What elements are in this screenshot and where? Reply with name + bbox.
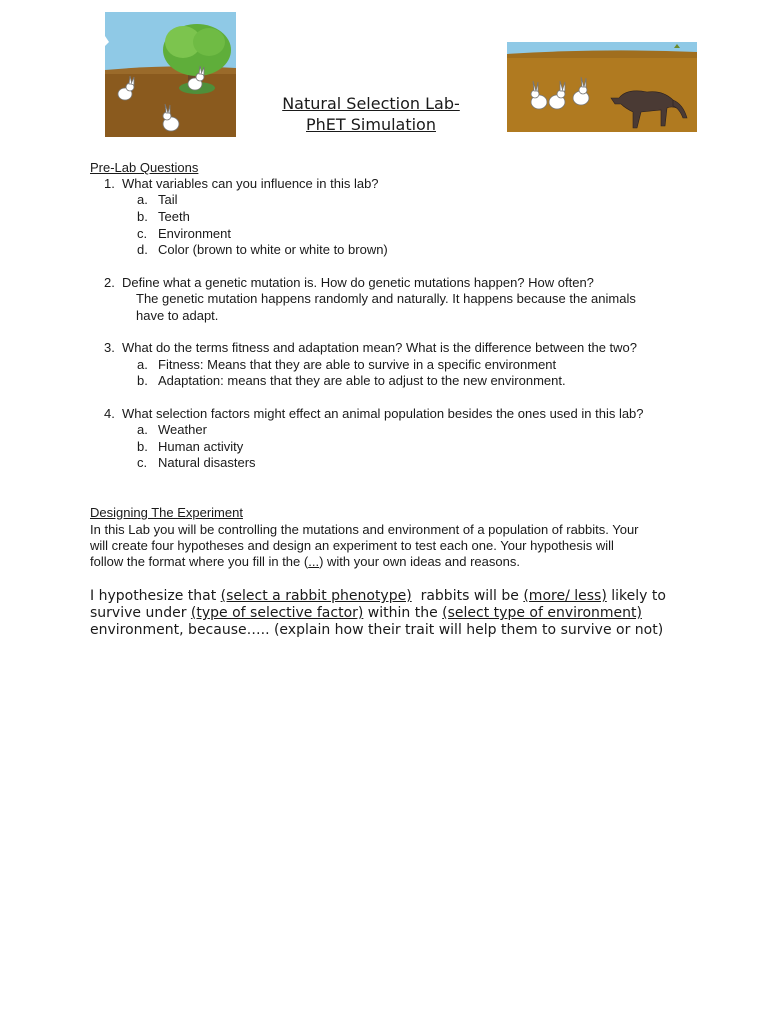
q1-text: What variables can you influence in this lab? [122, 176, 379, 191]
hyp-blank-phenotype: (select a rabbit phenotype) [220, 588, 412, 604]
design-line-2: will create four hypotheses and design an experiment to test each one. Your hypothesis will [90, 538, 614, 553]
design-line-3 [90, 554, 520, 570]
q4-b-marker: b. [137, 439, 148, 454]
q4-text: What selection factors might effect an animal population besides the ones used in this lab? [122, 406, 644, 421]
rabbits-wolf-image [507, 42, 697, 132]
q3-a-marker: a. [137, 357, 148, 372]
hyp-blank-environment: (select type of environment) [442, 605, 642, 621]
q2-number: 2. [104, 275, 115, 290]
hypothesis-line-2 [90, 605, 690, 622]
q3-b-text: Adaptation: means that they are able to adjust to the new environment. [158, 373, 566, 388]
hypothesis-line-3: environment, because….. (explain how their trait will help them to survive or not) [90, 622, 664, 638]
q1-c-text: Environment [158, 226, 231, 241]
rabbits-tree-image [105, 12, 236, 137]
q4-a-marker: a. [137, 422, 148, 437]
q4-a-text: Weather [158, 422, 207, 437]
q1-b-marker: b. [137, 209, 148, 224]
page-title [230, 93, 512, 135]
q4-b-text: Human activity [158, 439, 244, 454]
hyp-text-5: within the [363, 605, 443, 621]
design-heading: Designing The Experiment [90, 505, 243, 520]
design-line-3-end: ) with your own ideas and reasons. [319, 554, 520, 569]
q3-text: What do the terms fitness and adaptation mean? What is the difference between the two? [122, 340, 638, 355]
ellipsis-placeholder: ... [308, 554, 320, 569]
q3-b-marker: b. [137, 373, 148, 388]
hyp-text-4: survive under [90, 605, 191, 621]
q1-c-marker: c. [137, 226, 148, 241]
q4-c-marker: c. [137, 455, 148, 470]
q1-a-text: Tail [158, 192, 178, 207]
hyp-blank-more-less: (more/ less) [523, 588, 607, 604]
q4-number: 4. [104, 406, 115, 421]
q1-d-text: Color (brown to white or white to brown) [158, 242, 388, 257]
q1-number: 1. [104, 176, 115, 191]
title-line-2: PhET Simulation [306, 115, 436, 134]
title-line-1: Natural Selection Lab- [282, 94, 460, 113]
design-line-3-start: follow the format where you fill in the ( [90, 554, 309, 569]
hyp-blank-selective-factor: (type of selective factor) [190, 605, 364, 621]
hypothesis-template [90, 588, 690, 639]
hyp-text-1: I hypothesize that [90, 588, 221, 604]
q1-d-marker: d. [137, 242, 148, 257]
q2-text: Define what a genetic mutation is. How do genetic mutations happen? How often? [122, 275, 594, 290]
hyp-text-3: likely to [606, 588, 666, 604]
q1-a-marker: a. [137, 192, 148, 207]
q4-c-text: Natural disasters [158, 455, 256, 470]
q2-answer-line-1: The genetic mutation happens randomly and naturally. It happens because the animals [136, 291, 636, 306]
q3-a-text: Fitness: Means that they are able to survive in a specific environment [158, 357, 557, 372]
design-line-1: In this Lab you will be controlling the mutations and environment of a population of rabbits. Your [90, 522, 639, 537]
hypothesis-line-1 [90, 588, 690, 605]
q3-number: 3. [104, 340, 115, 355]
q1-b-text: Teeth [158, 209, 190, 224]
q2-answer-line-2: have to adapt. [136, 308, 219, 323]
prelab-heading: Pre-Lab Questions [90, 160, 199, 175]
hyp-text-2: rabbits will be [411, 588, 524, 604]
